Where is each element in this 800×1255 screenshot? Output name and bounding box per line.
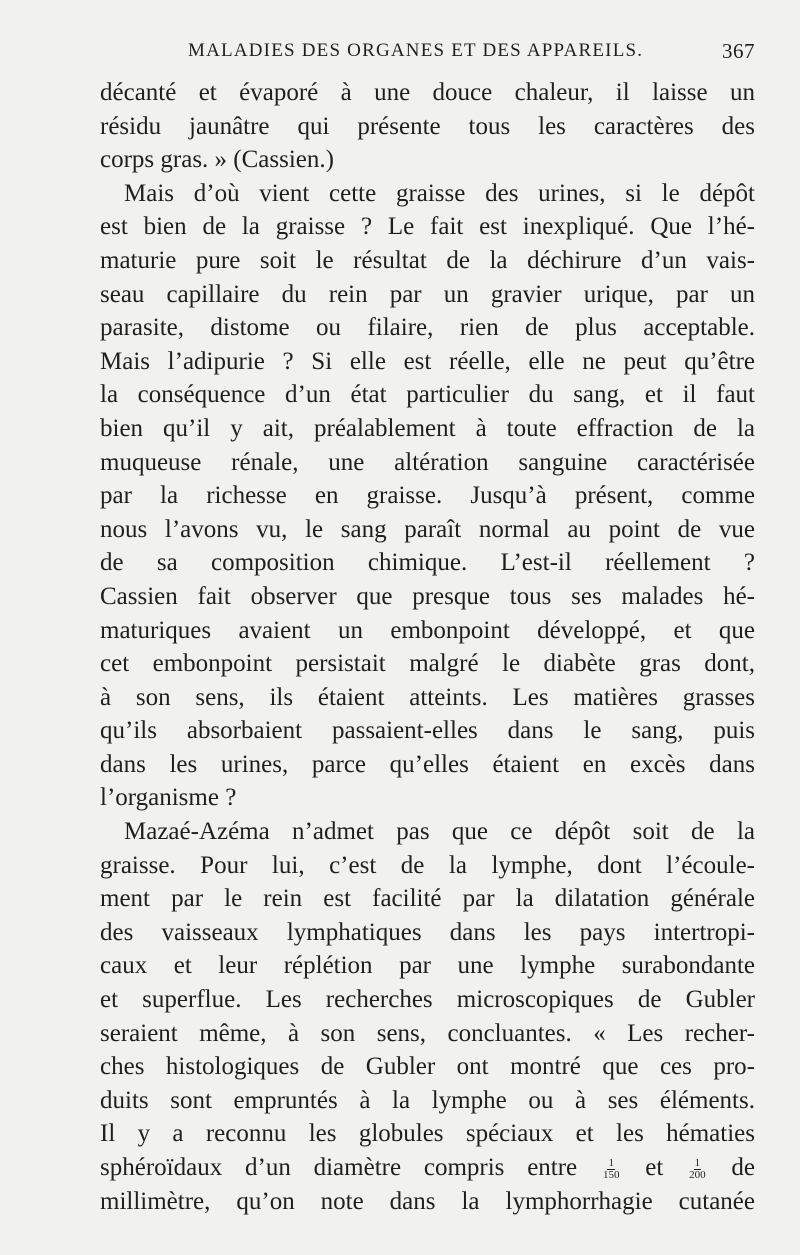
fraction-one-200 — [688, 1158, 707, 1181]
text-line: ment par le rein est facilité par la dilatation générale — [100, 885, 755, 913]
text-line: maturie pure soit le résultat de la déchirure d’un vais- — [100, 246, 755, 274]
text-line: qu’ils absorbaient passaient-elles dans le sang, puis — [100, 717, 755, 745]
running-title: MALADIES DES ORGANES ET DES APPAREILS. — [188, 40, 644, 61]
text-line: corps gras. » (Cassien.) — [100, 146, 334, 174]
text-line: millimètre, qu’on note dans la lymphorrhagie cutanée — [100, 1187, 755, 1215]
page-number: 367 — [722, 38, 755, 63]
text-line: décanté et évaporé à une douce chaleur, il laisse un — [100, 79, 755, 106]
text-line: de sa composition chimique. L’est-il réellement ? — [100, 549, 755, 577]
text-line: à son sens, ils étaient atteints. Les matières grasses — [100, 683, 755, 711]
text-line: ches histologiques de Gubler ont montré que ces pro- — [100, 1053, 755, 1081]
paragraph-start-line: Mais d’où vient cette graisse des urines, si le dépôt — [124, 179, 755, 207]
text-line: dans les urines, parce qu’elles étaient en excès dans — [100, 750, 755, 778]
text-line: caux et leur réplétion par une lymphe surabondante — [100, 952, 755, 980]
running-header — [100, 36, 755, 66]
fraction-line-after: de — [731, 1154, 755, 1181]
text-line: seau capillaire du rein par un gravier urique, par un — [100, 280, 755, 308]
text-line: résidu jaunâtre qui présente tous les caractères des — [100, 112, 755, 140]
body-text — [100, 76, 755, 1218]
fraction-line — [100, 1151, 755, 1185]
text-line: Mais l’adipurie ? Si elle est réelle, elle ne peut qu’être — [100, 347, 755, 375]
text-line: seraient même, à son sens, concluantes. « Les recher- — [100, 1019, 755, 1047]
paragraph-start-line: Mazaé-Azéma n’admet pas que ce dépôt soit de la — [124, 818, 755, 846]
text-line: graisse. Pour lui, c’est de la lymphe, dont l’écoule- — [100, 851, 755, 879]
fraction-numerator: 1 — [608, 1156, 614, 1169]
fraction-denominator: 200 — [689, 1168, 706, 1181]
text-line: bien qu’il y ait, préalablement à toute effraction de la — [100, 414, 755, 442]
fraction-denominator: 150 — [602, 1168, 620, 1181]
text-line: duits sont empruntés à la lymphe ou à ses éléments. — [100, 1086, 755, 1114]
text-line: des vaisseaux lymphatiques dans les pays intertropi- — [100, 918, 755, 946]
text-line: cet embonpoint persistait malgré le diabète gras dont, — [100, 650, 755, 678]
fraction-numerator: 1 — [694, 1156, 701, 1169]
fraction-line-before: sphéroïdaux d’un diamètre compris entre — [100, 1154, 578, 1181]
text-line: maturiques avaient un embonpoint développé, et que — [100, 616, 755, 644]
text-line: Cassien fait observer que presque tous ses malades hé- — [100, 582, 755, 610]
text-line: et superflue. Les recherches microscopiques de Gubler — [100, 986, 755, 1014]
text-line: l’organisme ? — [100, 784, 237, 812]
fraction-line-middle: et — [645, 1154, 664, 1181]
text-line: la conséquence d’un état particulier du sang, et il faut — [100, 381, 755, 409]
text-line: par la richesse en graisse. Jusqu’à présent, comme — [100, 482, 755, 510]
fraction-one-150 — [602, 1158, 621, 1181]
text-line: parasite, distome ou filaire, rien de plus acceptable. — [100, 314, 755, 342]
text-line: nous l’avons vu, le sang paraît normal au point de vue — [100, 515, 755, 543]
text-line: est bien de la graisse ? Le fait est inexpliqué. Que l’hé- — [100, 213, 755, 241]
text-line: muqueuse rénale, une altération sanguine caractérisée — [100, 448, 755, 476]
text-line: Il y a reconnu les globules spéciaux et les hématies — [100, 1120, 755, 1148]
